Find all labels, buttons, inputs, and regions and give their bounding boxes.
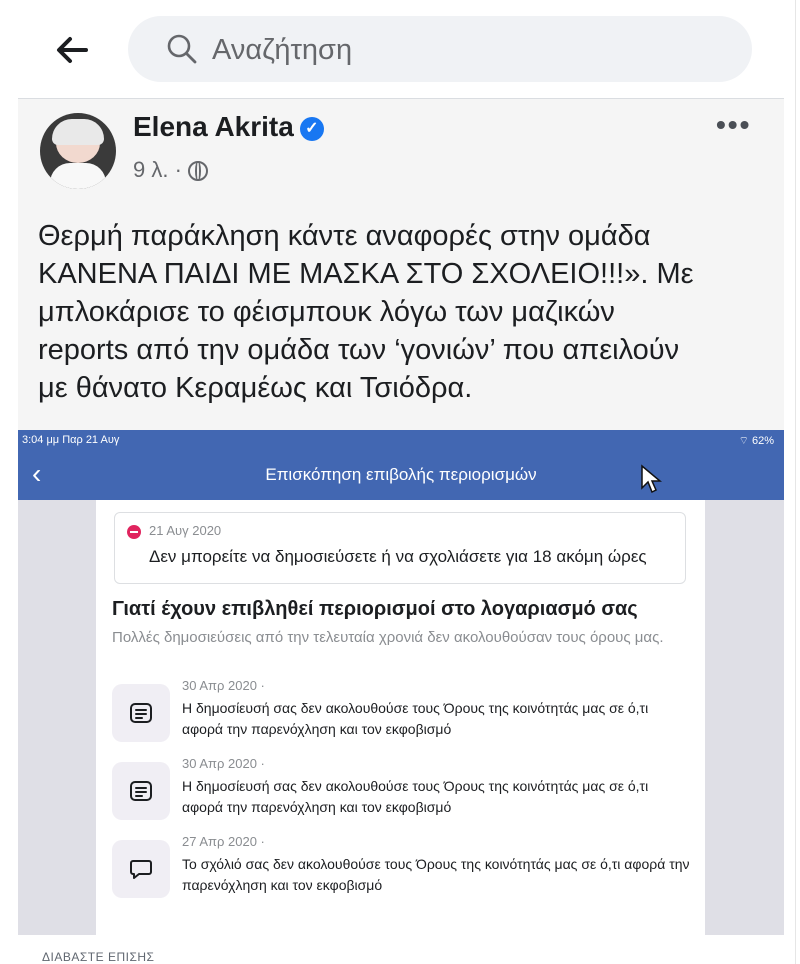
search-input[interactable] [210,28,694,72]
mouse-cursor-icon [640,464,662,494]
globe-icon [188,161,208,181]
chevron-left-icon: ‹ [32,458,42,489]
post-icon [112,762,170,820]
comment-icon [112,840,170,898]
item-text: Η δημοσίευσή σας δεν ακολουθούσε τους Όρους της κοινότητάς μας σε ό,τι αφορά την παρενόχληση και τον εκφοβισμό [182,700,649,737]
back-arrow-icon[interactable] [52,30,92,70]
author-name-text[interactable]: Elena Akrita [133,111,294,142]
embedded-screenshot [18,430,784,935]
notice-message: Δεν μπορείτε να δημοσιεύσετε ή να σχολιάσετε για 18 ακόμη ώρες [149,547,647,566]
read-also-label: ΔΙΑΒΑΣΤΕ ΕΠΙΣΗΣ [42,950,155,964]
post-text: Θερμή παράκληση κάντε αναφορές στην ομάδα ΚΑΝΕΝΑ ΠΑΙΔΙ ΜΕ ΜΑΣΚΑ ΣΤΟ ΣΧΟΛΕΙΟ!!!». Με μπλοκάρισε το φέισμπουκ λόγω των μαζικών reports από την ομάδα των ‘γονιών’ που απειλούν με θάνατο Κεραμέως και Τσιόδρα. [38,220,694,404]
status-battery: ⌔ 62% [738,435,774,447]
search-bar[interactable] [128,16,752,82]
section-title: Γιατί έχουν επιβληθεί περιορισμοί στο λογαριασμό σας [112,598,638,620]
restriction-icon [127,525,141,539]
status-bar [18,430,784,450]
violation-item [112,678,692,746]
top-bar [0,0,800,98]
violation-item [112,756,692,824]
author-name[interactable] [133,111,324,143]
nav-title: Επισκόπηση επιβολής περιορισμών [265,465,537,484]
avatar[interactable] [40,113,116,189]
search-icon [166,33,198,65]
verified-badge-icon: ✓ [300,117,324,141]
nav-bar [18,450,784,500]
section-subtitle: Πολλές δημοσιεύσεις από την τελευταία χρονιά δεν ακολουθούσαν τους όρους μας. [112,629,664,646]
post-icon [112,684,170,742]
restrictions-panel [96,500,705,935]
restriction-notice [114,512,686,584]
notice-date: 21 Αυγ 2020 [149,523,222,538]
post-meta [133,157,208,183]
violation-item [112,834,692,902]
status-time: 3:04 μμ Παρ 21 Αυγ [22,434,120,446]
item-date: 30 Απρ 2020 · [182,678,265,693]
item-date: 27 Απρ 2020 · [182,834,265,849]
item-text: Το σχόλιό σας δεν ακολουθούσε τους Όρους της κοινότητάς μας σε ό,τι αφορά την παρενόχληση και τον εκφοβισμό [182,856,690,893]
more-options-button[interactable]: ••• [716,109,752,140]
item-text: Η δημοσίευσή σας δεν ακολουθούσε τους Όρους της κοινότητάς μας σε ό,τι αφορά την παρενόχληση και τον εκφοβισμό [182,778,649,815]
post-time[interactable]: 9 λ. · [133,157,189,182]
scroll-edge [795,0,796,964]
item-date: 30 Απρ 2020 · [182,756,265,771]
post-card [18,99,784,935]
